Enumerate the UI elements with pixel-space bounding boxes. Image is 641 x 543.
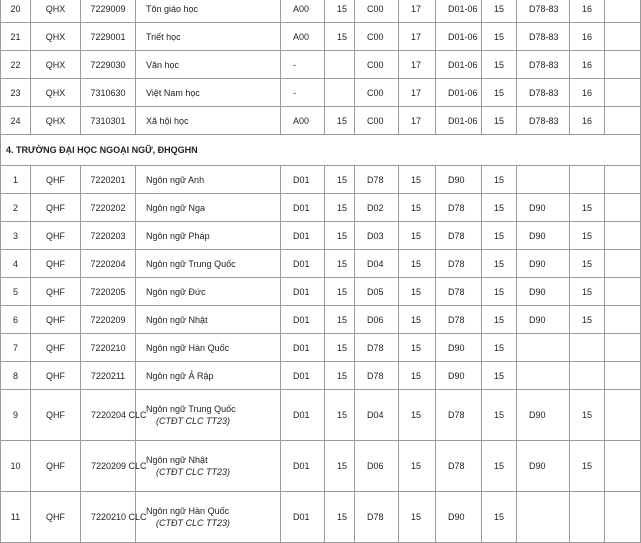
combo-4: D78-83 bbox=[517, 51, 570, 79]
combo-3: D78 bbox=[436, 222, 482, 250]
combo-4: D90 bbox=[517, 194, 570, 222]
combo-2: D06 bbox=[355, 306, 399, 334]
combo-4: D90 bbox=[517, 222, 570, 250]
combo-2: D04 bbox=[355, 390, 399, 441]
program-name: Ngôn ngữ Anh bbox=[136, 166, 281, 194]
school-code: QHF bbox=[31, 334, 81, 362]
combo-3: D78 bbox=[436, 278, 482, 306]
combo-1: D01 bbox=[281, 222, 325, 250]
program-code: 7220210 CLC bbox=[81, 492, 136, 543]
combo-3: D01-06 bbox=[436, 107, 482, 135]
score-3: 15 bbox=[482, 166, 517, 194]
score-1: 15 bbox=[325, 166, 355, 194]
score-3: 15 bbox=[482, 51, 517, 79]
score-1: 15 bbox=[325, 362, 355, 390]
program-note: (CTĐT CLC TT23) bbox=[156, 467, 230, 477]
table-row bbox=[1, 362, 641, 390]
empty-cell bbox=[605, 390, 641, 441]
score-3: 15 bbox=[482, 278, 517, 306]
score-4: 15 bbox=[570, 194, 605, 222]
combo-4: D90 bbox=[517, 250, 570, 278]
empty-cell bbox=[605, 23, 641, 51]
table-row bbox=[1, 23, 641, 51]
program-code: 7220209 CLC bbox=[81, 441, 136, 492]
program-name: Xã hội học bbox=[136, 107, 281, 135]
combo-2: D06 bbox=[355, 441, 399, 492]
combo-4: D90 bbox=[517, 441, 570, 492]
table-row bbox=[1, 306, 641, 334]
score-4: 16 bbox=[570, 51, 605, 79]
combo-1: D01 bbox=[281, 441, 325, 492]
school-code: QHF bbox=[31, 306, 81, 334]
row-index: 7 bbox=[1, 334, 31, 362]
program-code: 7220209 bbox=[81, 306, 136, 334]
program-name bbox=[136, 492, 281, 543]
section-qhf-clc-rows bbox=[1, 390, 641, 492]
school-code: QHF bbox=[31, 278, 81, 306]
empty-cell bbox=[605, 492, 641, 543]
combo-4: D90 bbox=[517, 306, 570, 334]
row-index: 24 bbox=[1, 107, 31, 135]
row-index: 1 bbox=[1, 166, 31, 194]
score-1: 15 bbox=[325, 306, 355, 334]
score-4: 16 bbox=[570, 0, 605, 23]
empty-cell bbox=[605, 107, 641, 135]
combo-3: D78 bbox=[436, 441, 482, 492]
combo-4: D78-83 bbox=[517, 79, 570, 107]
score-3: 15 bbox=[482, 492, 517, 543]
combo-4: D78-83 bbox=[517, 107, 570, 135]
school-code: QHF bbox=[31, 194, 81, 222]
score-2: 15 bbox=[399, 278, 436, 306]
row-index: 21 bbox=[1, 23, 31, 51]
score-2: 17 bbox=[399, 51, 436, 79]
score-3: 15 bbox=[482, 194, 517, 222]
score-4 bbox=[570, 492, 605, 543]
row-index: 2 bbox=[1, 194, 31, 222]
combo-2: D78 bbox=[355, 334, 399, 362]
combo-2: D78 bbox=[355, 166, 399, 194]
combo-3: D90 bbox=[436, 166, 482, 194]
combo-3: D01-06 bbox=[436, 51, 482, 79]
score-2: 17 bbox=[399, 23, 436, 51]
combo-2: D05 bbox=[355, 278, 399, 306]
combo-3: D90 bbox=[436, 334, 482, 362]
program-code: 7220202 bbox=[81, 194, 136, 222]
program-code: 7220204 CLC bbox=[81, 390, 136, 441]
combo-4: D90 bbox=[517, 390, 570, 441]
combo-3: D01-06 bbox=[436, 0, 482, 23]
empty-cell bbox=[605, 441, 641, 492]
score-2: 15 bbox=[399, 250, 436, 278]
combo-3: D01-06 bbox=[436, 23, 482, 51]
score-3: 15 bbox=[482, 334, 517, 362]
score-2: 15 bbox=[399, 441, 436, 492]
section-header bbox=[1, 135, 641, 166]
program-code: 7220204 bbox=[81, 250, 136, 278]
score-2: 15 bbox=[399, 334, 436, 362]
empty-cell bbox=[605, 362, 641, 390]
program-name bbox=[136, 390, 281, 441]
empty-cell bbox=[605, 79, 641, 107]
school-code: QHF bbox=[31, 441, 81, 492]
score-4: 15 bbox=[570, 250, 605, 278]
empty-cell bbox=[605, 51, 641, 79]
table-row bbox=[1, 107, 641, 135]
score-1: 15 bbox=[325, 23, 355, 51]
program-name-text: Ngôn ngữ Hàn Quốc bbox=[146, 506, 230, 516]
combo-1: D01 bbox=[281, 390, 325, 441]
combo-1: - bbox=[281, 79, 325, 107]
school-code: QHF bbox=[31, 492, 81, 543]
program-name: Ngôn ngữ Hàn Quốc bbox=[136, 334, 281, 362]
program-name: Ngôn ngữ Nhật bbox=[136, 306, 281, 334]
score-3: 15 bbox=[482, 306, 517, 334]
combo-2: D02 bbox=[355, 194, 399, 222]
program-code: 7220201 bbox=[81, 166, 136, 194]
empty-cell bbox=[605, 334, 641, 362]
score-2: 15 bbox=[399, 390, 436, 441]
score-2: 15 bbox=[399, 306, 436, 334]
score-4: 15 bbox=[570, 441, 605, 492]
score-3: 15 bbox=[482, 362, 517, 390]
combo-1: D01 bbox=[281, 278, 325, 306]
program-code: 7310301 bbox=[81, 107, 136, 135]
score-3: 15 bbox=[482, 23, 517, 51]
row-index: 22 bbox=[1, 51, 31, 79]
table-row bbox=[1, 79, 641, 107]
empty-cell bbox=[605, 222, 641, 250]
table-row bbox=[1, 492, 641, 543]
combo-2: D03 bbox=[355, 222, 399, 250]
row-index: 5 bbox=[1, 278, 31, 306]
score-2: 15 bbox=[399, 166, 436, 194]
school-code: QHX bbox=[31, 23, 81, 51]
section-qhf-rows bbox=[1, 166, 641, 390]
program-code: 7229030 bbox=[81, 51, 136, 79]
combo-1: A00 bbox=[281, 107, 325, 135]
score-4: 15 bbox=[570, 278, 605, 306]
score-4 bbox=[570, 166, 605, 194]
row-index: 23 bbox=[1, 79, 31, 107]
table-row bbox=[1, 166, 641, 194]
score-2: 17 bbox=[399, 107, 436, 135]
combo-4: D78-83 bbox=[517, 23, 570, 51]
score-1: 15 bbox=[325, 278, 355, 306]
row-index: 3 bbox=[1, 222, 31, 250]
program-code: 7229009 bbox=[81, 0, 136, 23]
program-code: 7220203 bbox=[81, 222, 136, 250]
combo-1: D01 bbox=[281, 166, 325, 194]
score-1: 15 bbox=[325, 492, 355, 543]
combo-4 bbox=[517, 166, 570, 194]
combo-4 bbox=[517, 334, 570, 362]
combo-1: A00 bbox=[281, 0, 325, 23]
combo-4 bbox=[517, 492, 570, 543]
score-2: 17 bbox=[399, 0, 436, 23]
score-1: 15 bbox=[325, 390, 355, 441]
program-name: Ngôn ngữ Trung Quốc bbox=[136, 250, 281, 278]
combo-1: D01 bbox=[281, 334, 325, 362]
score-4: 15 bbox=[570, 222, 605, 250]
combo-2: C00 bbox=[355, 23, 399, 51]
combo-4: D78-83 bbox=[517, 0, 570, 23]
empty-cell bbox=[605, 0, 641, 23]
program-code: 7220210 bbox=[81, 334, 136, 362]
program-code: 7310630 bbox=[81, 79, 136, 107]
table-row bbox=[1, 0, 641, 23]
score-2: 15 bbox=[399, 194, 436, 222]
row-index: 4 bbox=[1, 250, 31, 278]
score-2: 17 bbox=[399, 79, 436, 107]
program-note: (CTĐT CLC TT23) bbox=[156, 518, 230, 528]
table-row bbox=[1, 222, 641, 250]
combo-3: D78 bbox=[436, 250, 482, 278]
score-4: 15 bbox=[570, 390, 605, 441]
score-2: 15 bbox=[399, 492, 436, 543]
table-row bbox=[1, 334, 641, 362]
combo-3: D78 bbox=[436, 306, 482, 334]
score-4: 16 bbox=[570, 107, 605, 135]
row-index: 6 bbox=[1, 306, 31, 334]
school-code: QHX bbox=[31, 0, 81, 23]
score-1 bbox=[325, 51, 355, 79]
empty-cell bbox=[605, 194, 641, 222]
table-row bbox=[1, 390, 641, 441]
table-row bbox=[1, 441, 641, 492]
table-row bbox=[1, 51, 641, 79]
combo-2: C00 bbox=[355, 79, 399, 107]
empty-cell bbox=[605, 250, 641, 278]
program-name-text: Ngôn ngữ Nhật bbox=[146, 455, 208, 465]
score-2: 15 bbox=[399, 362, 436, 390]
score-1: 15 bbox=[325, 194, 355, 222]
combo-3: D78 bbox=[436, 194, 482, 222]
school-code: QHF bbox=[31, 222, 81, 250]
combo-3: D90 bbox=[436, 492, 482, 543]
program-name: Văn học bbox=[136, 51, 281, 79]
combo-2: D78 bbox=[355, 362, 399, 390]
school-code: QHF bbox=[31, 362, 81, 390]
program-name-text: Ngôn ngữ Trung Quốc bbox=[146, 404, 236, 414]
score-4: 16 bbox=[570, 23, 605, 51]
score-3: 15 bbox=[482, 0, 517, 23]
score-3: 15 bbox=[482, 390, 517, 441]
combo-1: A00 bbox=[281, 23, 325, 51]
program-name: Ngôn ngữ Ả Rập bbox=[136, 362, 281, 390]
combo-1: D01 bbox=[281, 492, 325, 543]
school-code: QHX bbox=[31, 107, 81, 135]
combo-2: D78 bbox=[355, 492, 399, 543]
program-name bbox=[136, 441, 281, 492]
combo-4: D90 bbox=[517, 278, 570, 306]
section-title: 4. TRƯỜNG ĐẠI HỌC NGOẠI NGỮ, ĐHQGHN bbox=[1, 135, 641, 166]
combo-4 bbox=[517, 362, 570, 390]
combo-3: D01-06 bbox=[436, 79, 482, 107]
program-name: Ngôn ngữ Đức bbox=[136, 278, 281, 306]
combo-3: D78 bbox=[436, 390, 482, 441]
combo-2: C00 bbox=[355, 107, 399, 135]
combo-2: D04 bbox=[355, 250, 399, 278]
program-name: Ngôn ngữ Pháp bbox=[136, 222, 281, 250]
score-1: 15 bbox=[325, 441, 355, 492]
score-1: 15 bbox=[325, 250, 355, 278]
combo-1: D01 bbox=[281, 306, 325, 334]
school-code: QHF bbox=[31, 250, 81, 278]
table-row bbox=[1, 250, 641, 278]
score-1: 15 bbox=[325, 222, 355, 250]
score-1 bbox=[325, 79, 355, 107]
score-3: 15 bbox=[482, 79, 517, 107]
program-name: Triết học bbox=[136, 23, 281, 51]
empty-cell bbox=[605, 166, 641, 194]
school-code: QHX bbox=[31, 51, 81, 79]
score-3: 15 bbox=[482, 441, 517, 492]
program-note: (CTĐT CLC TT23) bbox=[156, 416, 230, 426]
table-row bbox=[1, 278, 641, 306]
school-code: QHF bbox=[31, 166, 81, 194]
score-1: 15 bbox=[325, 107, 355, 135]
combo-1: - bbox=[281, 51, 325, 79]
row-index: 8 bbox=[1, 362, 31, 390]
score-4 bbox=[570, 362, 605, 390]
section-qhx-rows bbox=[1, 0, 641, 135]
score-3: 15 bbox=[482, 222, 517, 250]
table-row bbox=[1, 194, 641, 222]
empty-cell bbox=[605, 278, 641, 306]
combo-2: C00 bbox=[355, 51, 399, 79]
program-code: 7220205 bbox=[81, 278, 136, 306]
program-name: Việt Nam học bbox=[136, 79, 281, 107]
score-3: 15 bbox=[482, 107, 517, 135]
score-3: 15 bbox=[482, 250, 517, 278]
school-code: QHF bbox=[31, 390, 81, 441]
empty-cell bbox=[605, 306, 641, 334]
score-1: 15 bbox=[325, 0, 355, 23]
program-code: 7220211 bbox=[81, 362, 136, 390]
combo-2: C00 bbox=[355, 0, 399, 23]
combo-1: D01 bbox=[281, 362, 325, 390]
combo-1: D01 bbox=[281, 194, 325, 222]
row-index: 10 bbox=[1, 441, 31, 492]
school-code: QHX bbox=[31, 79, 81, 107]
combo-1: D01 bbox=[281, 250, 325, 278]
program-name: Tôn giáo học bbox=[136, 0, 281, 23]
score-4 bbox=[570, 334, 605, 362]
row-index: 11 bbox=[1, 492, 31, 543]
program-name: Ngôn ngữ Nga bbox=[136, 194, 281, 222]
score-2: 15 bbox=[399, 222, 436, 250]
score-4: 15 bbox=[570, 306, 605, 334]
combo-3: D90 bbox=[436, 362, 482, 390]
row-index: 20 bbox=[1, 0, 31, 23]
score-4: 16 bbox=[570, 79, 605, 107]
program-code: 7229001 bbox=[81, 23, 136, 51]
section-qhf-last-row bbox=[1, 492, 641, 543]
score-1: 15 bbox=[325, 334, 355, 362]
row-index: 9 bbox=[1, 390, 31, 441]
